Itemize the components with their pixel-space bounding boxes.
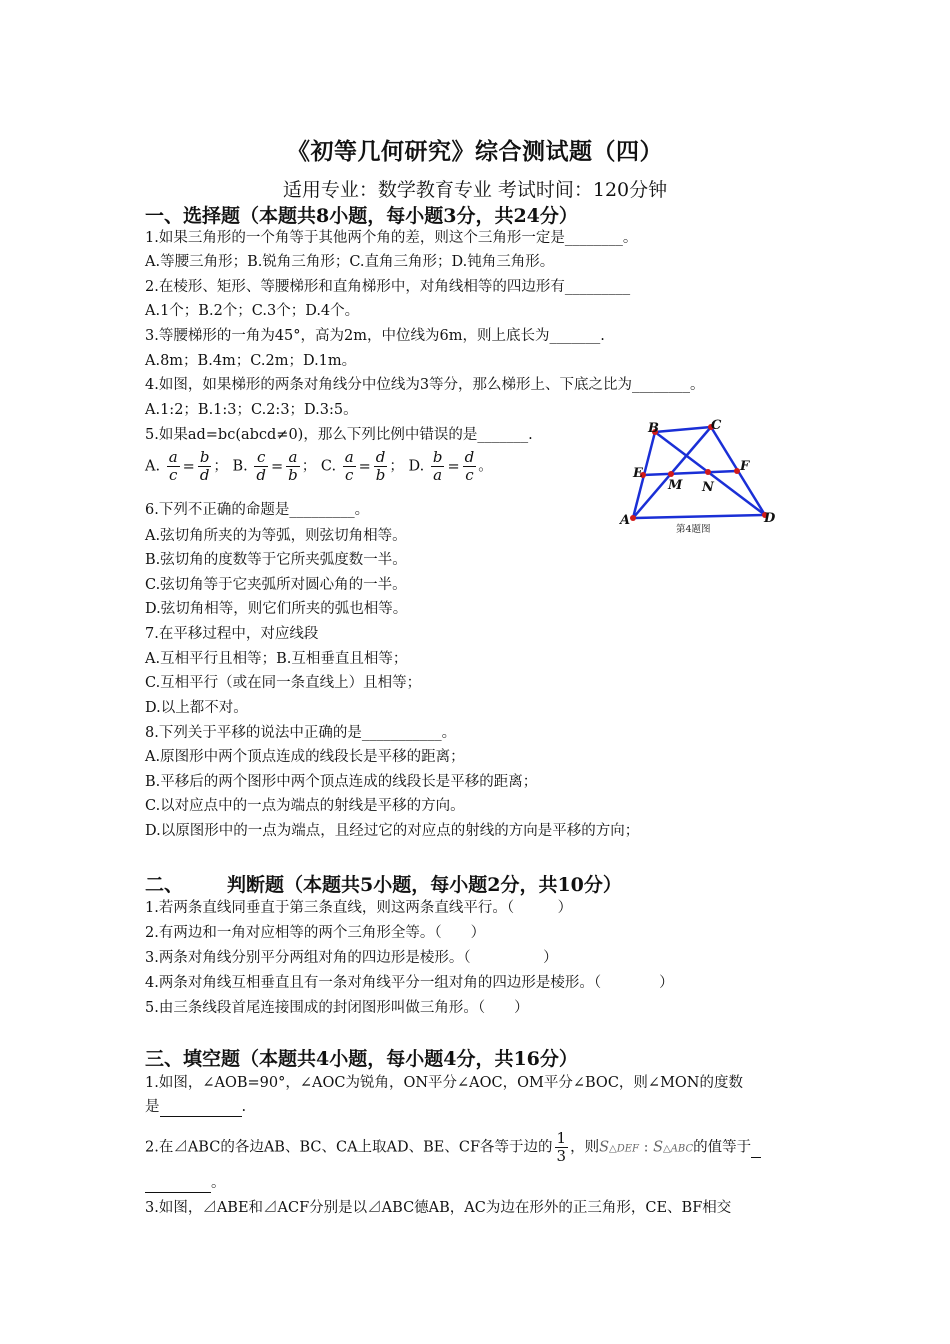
edge-ad	[633, 515, 765, 518]
section-heading-fill: 三、填空题（本题共4小题，每小题4分，共16分）	[145, 1048, 578, 1070]
tf-question-1: 1.若两条直线同垂直于第三条直线，则这两条直线平行。（ ）	[145, 900, 573, 916]
label-e: E	[633, 466, 643, 481]
section-heading-judgement	[145, 870, 622, 897]
fraction: $\frac{d}{b}$	[375, 448, 386, 484]
mc-option-6c: C.弦切角等于它夹弧所对圆心角的一半。	[145, 577, 407, 593]
fraction: $\frac{d}{c}$	[464, 448, 475, 484]
fill-question-3: 3.如图，⊿ABE和⊿ACF分别是以⊿ABC德AB，AC为边在形外的正三角形，CE、BF相交	[145, 1200, 732, 1216]
mc-option-8c: C.以对应点中的一点为端点的射线是平移的方向。	[145, 798, 465, 814]
section-number: 二、	[145, 874, 184, 896]
mc-question-7: 7.在平移过程中，对应线段	[145, 626, 319, 642]
label-d: D	[764, 511, 776, 526]
fraction: $\frac{a}{c}$	[168, 448, 178, 484]
option-b-label: B.	[232, 458, 248, 475]
mc-options-1: A.等腰三角形；B.锐角三角形；C.直角三角形；D.钝角三角形。	[145, 254, 555, 270]
answer-blank[interactable]	[160, 1098, 242, 1117]
option-c-label: C.	[320, 458, 337, 475]
mc-option-8d: D.以原图形中的一点为端点，且经过它的对应点的射线的方向是平移的方向；	[145, 823, 640, 839]
tf-question-5: 5.由三条线段首尾连接围成的封闭图形叫做三角形。（ ）	[145, 1000, 529, 1016]
mc-options-5: A. $\frac{a}{c}$ = $\frac{b}{d}$ ； B. $\frac{c}{d}$ = $\frac{a}{b}$ ； C. $\frac{a}{c}$ = $\frac{d}{b}$ ； D. $\frac{b}{a}$ = $\frac{d}{c}$ 。	[145, 448, 493, 484]
fraction: $\frac{c}{d}$	[256, 448, 267, 484]
tf-question-3: 3.两条对角线分别平分两组对角的四边形是棱形。（ ）	[145, 950, 558, 966]
trapezoid-figure	[615, 415, 790, 540]
mc-options-3: A.8m；B.4m；C.2m；D.1m。	[145, 353, 357, 369]
fraction: $\frac{a}{c}$	[344, 448, 354, 484]
label-b: B	[648, 421, 659, 436]
option-a-label: A.	[145, 458, 161, 475]
mc-question-2: 2.在棱形、矩形、等腰梯形和直角梯形中，对角线相等的四边形有_________	[145, 279, 631, 295]
fill-question-1-cont: 是 .	[145, 1099, 247, 1115]
fraction: $\frac{b}{a}$	[432, 448, 443, 484]
mc-question-3: 3.等腰梯形的一角为45°，高为2m，中位线为6m，则上底长为_______.	[145, 328, 605, 344]
mc-question-1: 1.如果三角形的一个角等于其他两个角的差，则这个三角形一定是________。	[145, 230, 638, 246]
tf-question-2: 2.有两边和一角对应相等的两个三角形全等。（ ）	[145, 925, 486, 941]
fraction: $\frac{a}{b}$	[288, 448, 298, 484]
mc-question-5: 5.如果ad=bc(abcd≠0)，那么下列比例中错误的是_______.	[145, 427, 533, 443]
fill-question-2: 2.在⊿ABC的各边AB、BC、CA上取AD、BE、CF各等于边的 $\frac{1}{3}$ ，则S△DEF : S△ABC的值等于	[145, 1130, 761, 1165]
mc-option-6b: B.弦切角的度数等于它所夹弧度数一半。	[145, 552, 407, 568]
mc-option-6a: A.弦切角所夹的为等弧，则弦切角相等。	[145, 528, 407, 544]
label-f: F	[740, 459, 750, 474]
mc-option-6d: D.弦切角相等，则它们所夹的弧也相等。	[145, 601, 408, 617]
mc-option-8a: A.原图形中两个顶点连成的线段长是平移的距离；	[145, 749, 465, 765]
answer-blank[interactable]	[145, 1174, 211, 1193]
section-title: 判断题（本题共5小题，每小题2分，共10分）	[227, 874, 622, 896]
fill-question-1: 1.如图，∠AOB=90°，∠AOC为锐角，ON平分∠AOC，OM平分∠BOC，则∠MON的度数	[145, 1075, 743, 1091]
mc-options-4: A.1:2；B.1:3；C.2:3；D.3:5。	[145, 402, 358, 418]
option-d-label: D.	[408, 458, 425, 475]
point-n	[705, 469, 711, 475]
mc-question-4: 4.如图，如果梯形的两条对角线分中位线为3等分，那么梯形上、下底之比为________。	[145, 377, 705, 393]
mc-question-8: 8.下列关于平移的说法中正确的是___________。	[145, 725, 457, 741]
mc-option-7c: C.互相平行（或在同一条直线上）且相等；	[145, 675, 422, 691]
label-a: A	[620, 513, 631, 528]
median-ef	[643, 471, 737, 475]
mc-option-7d: D.以上都不对。	[145, 700, 248, 716]
page-title: 《初等几何研究》综合测试题（四）	[287, 138, 663, 165]
edge-bc	[655, 427, 711, 432]
mc-option-7ab: A.互相平行且相等；B.互相垂直且相等；	[145, 651, 408, 667]
page-subtitle: 适用专业：数学教育专业 考试时间：120分钟	[282, 179, 668, 201]
label-n: N	[702, 480, 714, 495]
mc-option-8b: B.平移后的两个图形中两个顶点连成的线段长是平移的距离；	[145, 774, 538, 790]
point-m	[668, 471, 674, 477]
fraction: $\frac{b}{d}$	[199, 448, 210, 484]
label-c: C	[711, 418, 722, 433]
figure-caption: 第4题图	[676, 524, 711, 535]
point-a	[630, 515, 636, 521]
answer-blank[interactable]	[751, 1139, 761, 1158]
fraction-one-third: $\frac{1}{3}$	[556, 1129, 567, 1165]
fill-question-2-cont: 。	[145, 1174, 226, 1193]
label-m: M	[668, 478, 683, 493]
mc-options-2: A.1个；B.2个；C.3个；D.4个。	[145, 303, 360, 319]
section-heading-choice: 一、选择题（本题共8小题，每小题3分，共24分）	[145, 205, 578, 227]
tf-question-4: 4.两条对角线互相垂直且有一条对角线平分一组对角的四边形是棱形。（ ）	[145, 975, 674, 991]
mc-question-6: 6.下列不正确的命题是_________。	[145, 502, 370, 518]
